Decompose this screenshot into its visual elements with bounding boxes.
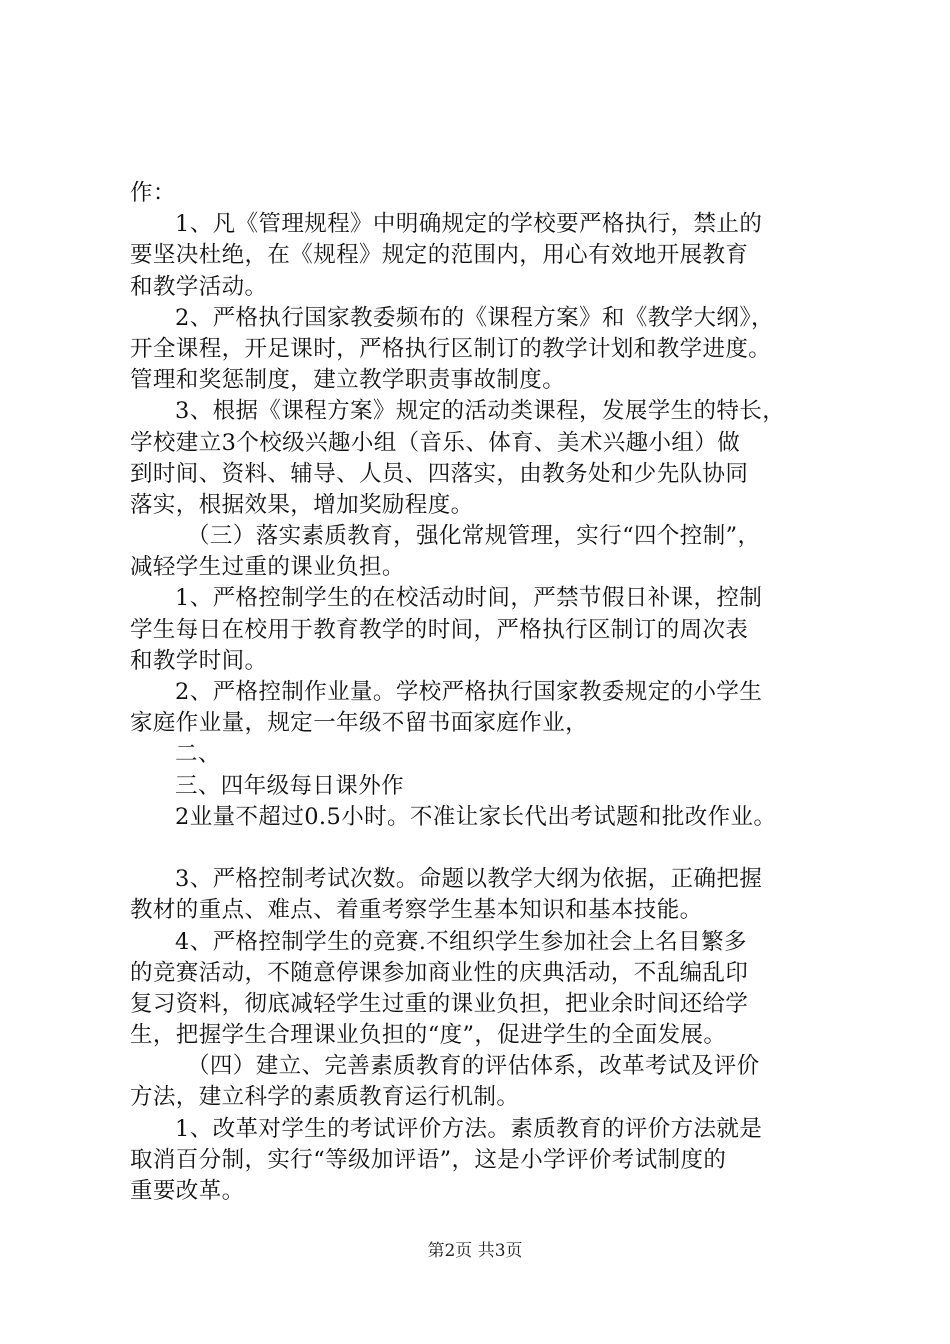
- text-line: （四）建立、完善素质教育的评估体系，改革考试及评价: [187, 1053, 760, 1080]
- text-line: 4、严格控制学生的竞赛.不组织学生参加社会上名目繁多: [175, 928, 747, 955]
- text-line: 3、根据《课程方案》规定的活动类课程，发展学生的特长，: [175, 398, 786, 425]
- text-line: 学校建立3个校级兴趣小组（音乐、体育、美术兴趣小组）做: [130, 429, 741, 456]
- text-line: 1、严格控制学生的在校活动时间，严禁节假日补课，控制: [175, 585, 763, 612]
- text-line: 二、: [175, 741, 221, 768]
- text-line: 三、四年级每日课外作: [175, 772, 405, 799]
- text-line: 1、改革对学生的考试评价方法。素质教育的评价方法就是: [175, 1115, 763, 1142]
- text-line: 方法，建立科学的素质教育运行机制。: [130, 1084, 520, 1111]
- text-line: 的竞赛活动，不随意停课参加商业性的庆典活动，不乱编乱印: [130, 959, 749, 986]
- text-line: 管理和奖惩制度，建立教学职责事故制度。: [130, 367, 566, 394]
- text-line: 开全课程，开足课时，严格执行区制订的教学计划和教学进度。: [130, 335, 772, 362]
- text-line: 和教学活动。: [130, 273, 268, 300]
- text-line: 取消百分制，实行“等级加评语”，这是小学评价考试制度的: [130, 1146, 727, 1173]
- text-line: 3、严格控制考试次数。命题以教学大纲为依据，正确把握: [175, 866, 763, 893]
- text-line: 减轻学生过重的课业负担。: [130, 554, 405, 581]
- text-line: 2、严格控制作业量。学校严格执行国家教委规定的小学生: [175, 679, 763, 705]
- text-line: 复习资料，彻底减轻学生过重的课业负担，把业余时间还给学: [130, 990, 749, 1017]
- text-line: 2、严格执行国家教委频布的《课程方案》和《教学大纲》，: [175, 304, 774, 331]
- text-line: 教材的重点、难点、着重考察学生基本知识和基本技能。: [130, 897, 703, 924]
- page-footer: 第2页 共3页: [427, 1241, 523, 1261]
- text-line: 生，把握学生合理课业负担的“度”，促进学生的全面发展。: [130, 1022, 727, 1049]
- document-body: [130, 178, 850, 1207]
- text-line: 和教学时间。: [130, 647, 268, 674]
- text-line: 2业量不超过0.5小时。不准让家长代出考试题和批改作业。: [175, 803, 777, 830]
- text-line: 作：: [130, 180, 176, 206]
- text-line: 要坚决杜绝，在《规程》规定的范围内，用心有效地开展教育: [130, 242, 749, 269]
- text-line: 学生每日在校用于教育教学的时间，严格执行区制订的周次表: [130, 616, 749, 643]
- text-line: （三）落实素质教育，强化常规管理，实行“四个控制”，: [187, 523, 761, 550]
- text-line: 落实，根据效果，增加奖励程度。: [130, 491, 474, 518]
- text-line: 重要改革。: [130, 1178, 245, 1204]
- blank-line: [130, 833, 850, 864]
- text-line: 家庭作业量，规定一年级不留书面家庭作业，: [130, 710, 589, 737]
- text-line: 到时间、资料、辅导、人员、四落实，由教务处和少先队协同: [130, 460, 749, 487]
- text-line: 1、凡《管理规程》中明确规定的学校要严格执行，禁止的: [175, 211, 763, 238]
